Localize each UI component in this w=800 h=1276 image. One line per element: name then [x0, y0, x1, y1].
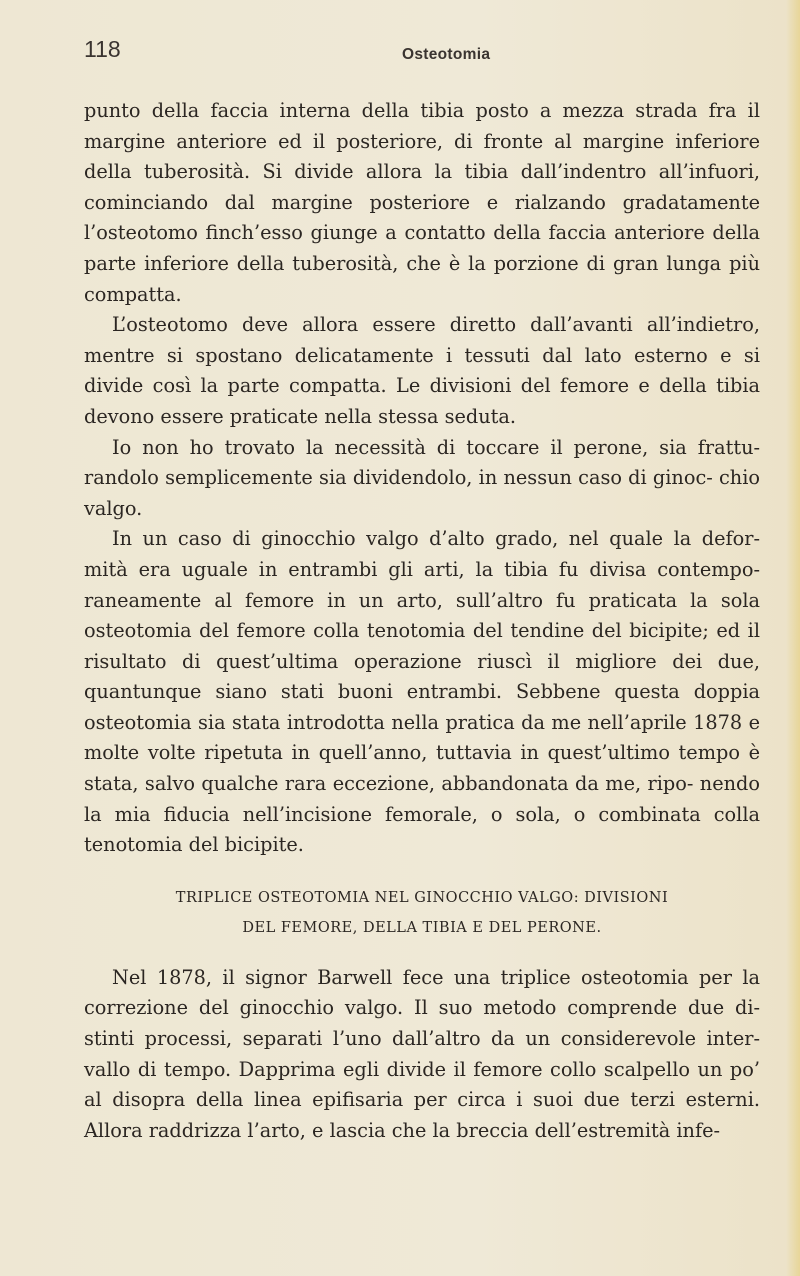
paragraph: Io non ho trovato la necessità di toccare il perone, sia frattu- randolo semplicemente sia dividendolo, in nessun caso di ginoc- chio valgo. [84, 435, 760, 520]
section-heading-line-2: DEL FEMORE, DELLA TIBIA E DEL PERONE. [242, 919, 602, 936]
paragraph: L’osteotomo deve allora essere diretto dall’avanti all’indietro, mentre si spostano delicatamente i tessuti dal lato esterno e si divide così la parte compatta. Le divisioni del femore e della tibia devono essere praticate nella stessa seduta. [84, 313, 760, 428]
section-heading-line-1: TRIPLICE OSTEOTOMIA NEL GINOCCHIO VALGO: DIVISIONI [175, 889, 669, 906]
section-heading [84, 883, 760, 943]
running-head: Osteotomia [402, 46, 491, 63]
paragraph: punto della faccia interna della tibia posto a mezza strada fra il margine anteriore ed il posteriore, di fronte al margine inferiore della tuberosità. Si divide allora la tibia dall’indentro all’infuori, cominciando dal margine posteriore e rialzando gradatamente l’osteotomo finch’esso giunge a contatto della faccia anteriore della parte inferiore della tuberosità, che è la porzione di gran lunga più compatta. [84, 99, 760, 306]
paragraph: In un caso di ginocchio valgo d’alto grado, nel quale la defor- mità era uguale in entrambi gli arti, la tibia fu divisa contempo- raneamente al femore in un arto, sull’altro fu praticata la sola osteotomia del femore colla tenotomia del tendine del bicipite; ed il risultato di quest’ultima operazione riuscì il migliore dei due, quantunque siano stati buoni entrambi. Sebbene questa doppia osteotomia sia stata introdotta nella pratica da me nell’aprile 1878 e molte volte ripetuta in quell’anno, tuttavia in quest’ultimo tempo è stata, salvo qualche rara eccezione, abbandonata da me, ripo- nendo la mia fiducia nell’incisione femorale, o sola, o combinata colla tenotomia del bicipite. [84, 527, 760, 857]
page-header [84, 36, 744, 76]
body-text [84, 96, 760, 1146]
page-number: 118 [84, 36, 121, 62]
paragraph: Nel 1878, il signor Barwell fece una triplice osteotomia per la correzione del ginocchio valgo. Il suo metodo comprende due di- stinti processi, separati l’uno dall’altro da un considerevole inter- vallo di tempo. Dapprima egli divide il femore collo scalpello un po’ al disopra della linea epifisaria per circa i suoi due terzi esterni. Allora raddrizza l’arto, e lascia che la breccia dell’estremità infe- [84, 965, 760, 1142]
page-edge-shadow [786, 0, 800, 1276]
